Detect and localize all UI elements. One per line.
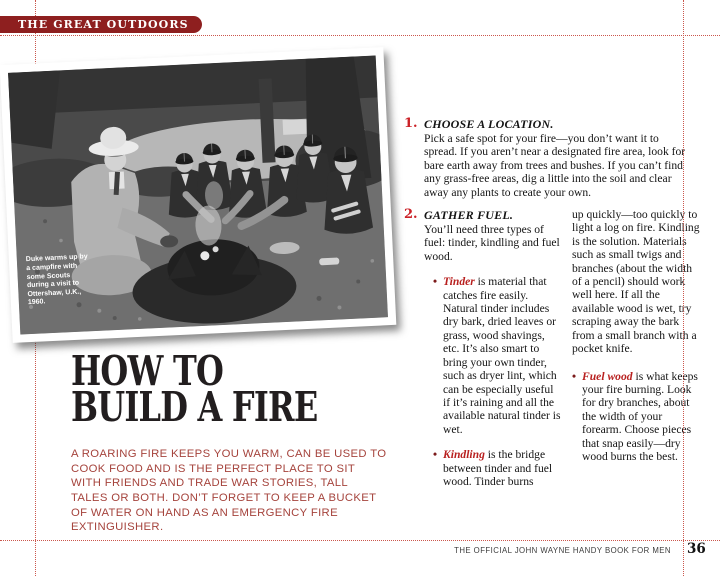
bullet-fuel-wood-lead: Fuel wood: [582, 369, 633, 383]
step-2-body: You’ll need three types of fuel: tinder, kindling and fuel wood.: [424, 223, 560, 263]
dotted-rule-right: [683, 0, 684, 576]
bullet-tinder-lead: Tinder: [443, 275, 475, 289]
step-1-body: Pick a safe spot for your fire—you don’t want it to spread. If you aren’t near a designated fire area, look for bare earth away from trees and bushes. If you can’t find any grass-free areas, dig a little into the soil and clear away any plants to create your own.: [424, 132, 686, 199]
fuel-list-left: [433, 275, 563, 488]
bullet-tinder: [433, 275, 563, 436]
kindling-continuation: up quickly—too quickly to light a log on fire. Kindling is the solution. Materials such as small twigs and branches (about the width of a pencil) should work well here. If all the available wood is wet, try scraping away the bark from a small branch with a pocket knife.: [572, 208, 700, 356]
step-2-left-column: [424, 208, 563, 500]
fuel-list-right: [572, 370, 701, 464]
step-1-title: CHOOSE A LOCATION.: [424, 117, 554, 131]
footer-book-title: THE OFFICIAL JOHN WAYNE HANDY BOOK FOR MEN: [454, 546, 671, 555]
headline-line-2: BUILD A FIRE: [71, 383, 318, 431]
step-1-number: 1.: [404, 116, 418, 131]
dotted-rule-top: [0, 35, 720, 36]
page-number: 36: [687, 541, 706, 557]
bullet-fuel-wood-text: is what keeps your fire burning. Look for dry branches, about the width of your forearm. Choose pieces that snap easily—dry wood burns the best.: [582, 369, 698, 463]
section-badge-label: THE GREAT OUTDOORS: [18, 17, 189, 31]
instruction-steps: [404, 117, 700, 500]
step-2-right-column: [572, 208, 701, 500]
step-2-title: GATHER FUEL.: [424, 208, 514, 223]
dotted-rule-bottom: [0, 540, 720, 541]
bullet-kindling: [433, 448, 563, 488]
bullet-fuel-wood: [572, 370, 701, 464]
photo-image: [8, 55, 388, 334]
bullet-kindling-lead: Kindling: [443, 448, 485, 462]
section-badge: [0, 16, 202, 33]
article-headline: [71, 347, 387, 431]
step-2-columns: [424, 208, 701, 500]
campfire-photo: [0, 47, 396, 343]
headline-line-1: HOW TO: [71, 347, 224, 395]
step-2-number: 2.: [404, 207, 418, 223]
bullet-kindling-text: is the bridge between tinder and fuel wood. Tinder burns: [443, 448, 553, 488]
step-1-content: [424, 117, 692, 199]
bullet-tinder-text: is material that catches fire easily. Natural tinder includes dry bark, dried leaves or grass, wood shavings, etc. It’s also smart to bring your own tinder, such as dryer lint, which can be especially useful if it’s raining and all the available natural tinder is wet.: [443, 275, 561, 436]
step-2: [404, 208, 700, 500]
step-1: [404, 117, 700, 199]
photo-caption: Duke warms up by a campfire with some Scouts during a visit to Ottershaw, U.K., 1960.: [25, 253, 88, 307]
intro-paragraph: A ROARING FIRE KEEPS YOU WARM, CAN BE USED TO COOK FOOD AND IS THE PERFECT PLACE TO SIT WITH FRIENDS AND TRADE WAR STORIES, TALL TALES OR BOTH. DON’T FORGET TO KEEP A BUCKET OF WATER ON HAND AS AN EMERGENCY FIRE EXTINGUISHER.: [71, 448, 387, 534]
